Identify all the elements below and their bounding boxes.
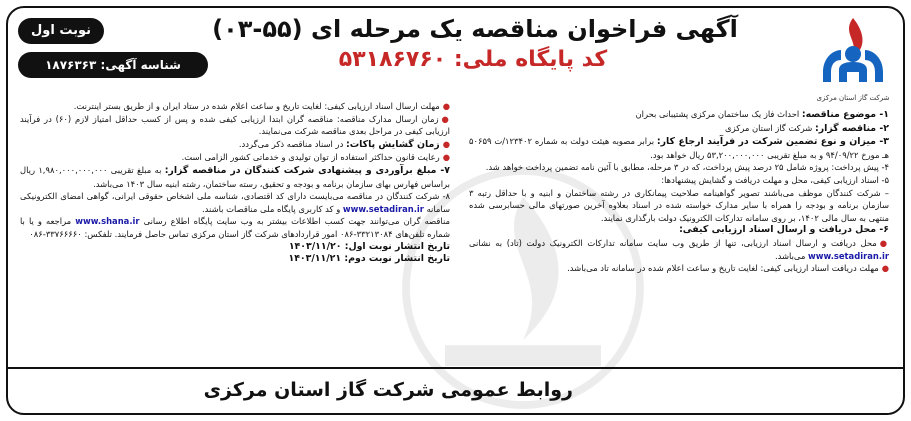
left-bullet-2-text: زمان ارسال مدارک مناقصه: مناقصه گران ابتدا ارزیابی کیفی شده و پس از کسب حداقل امتیاز لازم (۶۰) در فرآیند ارزیابی کیفی در مراحل بعدی مناقصه شرکت می‌نمایند. <box>20 113 450 137</box>
right-bullet-1 <box>469 237 889 262</box>
item-8 <box>20 190 450 215</box>
footer-public-relations: روابط عمومی شرکت گاز استان مرکزی <box>203 379 573 401</box>
item-1-text: احداث فاز یک ساختمان مرکزی پشتیبانی بحران <box>635 109 802 119</box>
item-1-label: ۱- موضوع مناقصه: <box>801 109 889 120</box>
setadiran-link[interactable]: www.setadiran.ir <box>808 250 889 261</box>
ad-title: آگهی فراخوان مناقصه یک مرحله ای (۵۵-۰۳) <box>212 15 738 43</box>
footer <box>6 367 903 413</box>
item-5-detail: – شرکت کنندگان موظف می‌باشند تصویر گواهینامه صلاحیت پیمانکاری در رشته ساختمان و ابنیه و با حداقل رتبه ۳ سازمان برنامه و بودجه را همراه با سایر مدارک خواسته شده در اسناد بعلاوه آخرین صورتهای مالی حسابرسی شده منتهی به سال مالی ۱۴۰۲، بر روی سامانه تدارکات الکترونیک دولت بارگذاری نمایند. <box>469 187 889 223</box>
setadiran-link-2[interactable]: www.setadiran.ir <box>342 203 424 214</box>
left-column <box>20 100 450 266</box>
item-7 <box>20 164 450 190</box>
left-bullet-1-text: مهلت ارسال اسناد ارزیابی کیفی: لغایت تاریخ و ساعت اعلام شده در ستاد ایران و از طریق بستر اینترنت. <box>73 101 440 111</box>
right-column <box>469 108 889 275</box>
left-bullet-4-text: رعایت قانون حداکثر استفاده از توان تولیدی و خدماتی کشور الزامی است. <box>181 152 440 163</box>
publish-date-first: تاریخ انتشار نوبت اول: ۱۴۰۳/۱۱/۲۰ <box>288 240 450 252</box>
item-1 <box>469 108 889 122</box>
left-bullet-4 <box>20 151 450 164</box>
bullet-icon: ● <box>441 113 450 124</box>
item-6-label: ۶- محل دریافت و ارسال اسناد ارزیابی کیفی: <box>679 224 889 236</box>
item-3-text: برابر مصوبه هیئت دولت به شماره ۱۲۳۴۰۲/ت ۵۰۶۵۹ هـ مورخ ۹۴/۰۹/۲۲ و به مبلغ تقریبی ۵۳,۲۰۰,۰۰۰,۰۰۰ ریال خواهد بود. <box>469 136 889 160</box>
bullet-icon: ● <box>881 263 889 274</box>
ad-id-badge: شناسه آگهی: ۱۸۷۶۳۶۳ <box>18 52 208 78</box>
item-8-tail: و کد کاربری پایگاه ملی مناقصات باشند. <box>201 203 343 214</box>
ad-frame <box>6 6 905 415</box>
item-3-label: ۳- میزان و نوع تضمین شرکت در فرآیند ارجاع کار: <box>656 136 890 148</box>
logo-caption: شرکت گاز استان مرکزی <box>816 94 890 102</box>
left-bullet-2 <box>20 113 450 138</box>
info-tail: مراجعه و یا با شماره تلفن‌های ۳۳۲۱۳۰۸۴-۰۸۶ امور قراردادهای شرکت گاز استان مرکزی تماس حاصل فرمایند. تلفکس: ۳۳۷۶۶۶۶۰-۰۸۶ <box>20 216 450 239</box>
info-text: مناقصه گران می‌توانند جهت کسب اطلاعات بیشتر به وب سایت پایگاه اطلاع رسانی <box>143 216 450 227</box>
company-logo <box>813 14 893 106</box>
item-2 <box>469 122 889 136</box>
item-8-text: ۸- شرکت کنندگان در مناقصه می‌بایست دارای کد اقتصادی، شناسه ملی اشخاص حقوقی ایرانی، گواهی امضای الکترونیکی سامانه <box>20 191 450 214</box>
opening-label: زمان گشایش پاکات: <box>345 138 440 150</box>
bullet-icon: ● <box>442 101 450 111</box>
publish-date-second: تاریخ انتشار نوبت دوم: ۱۴۰۳/۱۱/۲۱ <box>288 253 450 265</box>
right-bullet-2 <box>469 262 889 275</box>
round-badge: نوبت اول <box>18 18 104 44</box>
item-7-label: ۷- مبلغ برآوردی و پیشنهادی شرکت کنندگان در مناقصه گزار: <box>164 164 450 176</box>
right-bullet-2-text: مهلت دریافت اسناد ارزیابی کیفی: لغایت تاریخ و ساعت اعلام شده در سامانه تاد می‌باشد. <box>567 263 879 274</box>
item-2-label: ۲- مناقصه گزار: <box>814 122 889 134</box>
right-bullet-1-tail: می‌باشد. <box>774 250 809 261</box>
right-bullet-1-text: محل دریافت و ارسال اسناد ارزیابی، تنها از طریق وب سایت سامانه تدارکات الکترونیک دولت (تاد) به نشانی <box>469 237 877 248</box>
info-paragraph <box>20 215 450 240</box>
item-2-text: شرکت گاز استان مرکزی <box>725 122 815 133</box>
left-bullet-3 <box>20 138 450 152</box>
opening-text: در اسناد مناقصه ذکر می‌گردد. <box>238 138 346 149</box>
item-7-text: به مبلغ تقریبی ۱,۹۸۰,۰۰۰,۰۰۰,۰۰۰ ریال براساس فهارس بهای سازمان برنامه و بودجه و تحقیق، رسته ساختمان، رشته ابنیه سال ۱۴۰۳ می‌باشد. <box>20 164 450 189</box>
bullet-icon: ● <box>442 138 450 149</box>
item-3 <box>469 135 889 161</box>
item-5: ۵- اسناد ارزیابی کیفی، محل و مهلت دریافت و گشایش پیشنهادها: <box>661 174 889 185</box>
item-4: ۴- پیش پرداخت: پروژه شامل ۲۵ درصد پیش پرداخت، که در ۳ مرحله، مطابق با آئین نامه تضمین پرداخت خواهد شد. <box>485 162 889 173</box>
bullet-icon: ● <box>442 152 450 163</box>
national-tender-code: کد پایگاه ملی: ۵۳۱۸۶۷۶۰ <box>338 47 608 72</box>
gas-company-flame-logo-icon <box>817 14 889 88</box>
left-bullet-1 <box>20 100 450 113</box>
shana-link[interactable]: www.shana.ir <box>75 216 140 227</box>
bullet-icon: ● <box>879 237 890 248</box>
